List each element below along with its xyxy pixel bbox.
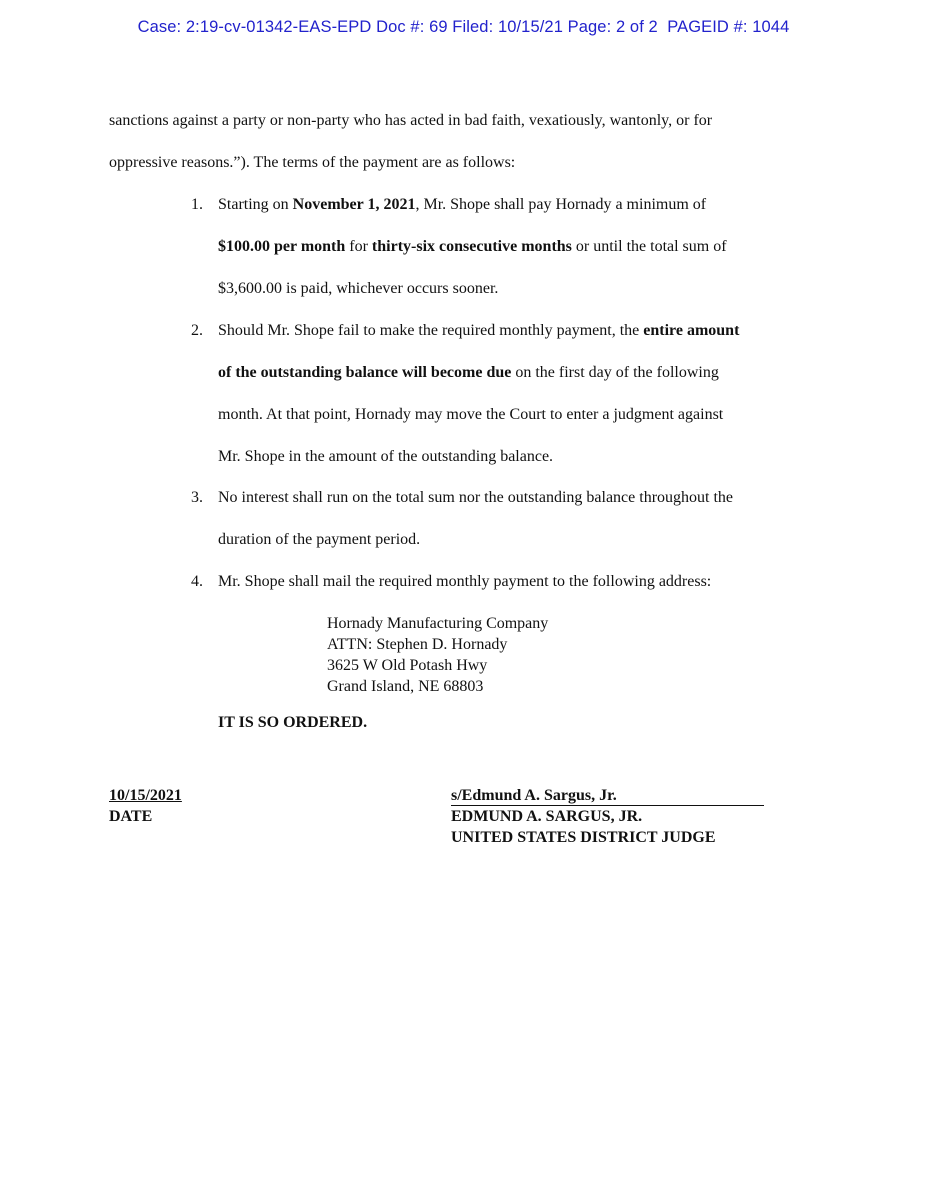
date-label: DATE (109, 808, 153, 825)
date-value: 10/15/2021 (109, 787, 182, 804)
list-item-number: 3. (191, 489, 203, 506)
list-item-line: $3,600.00 is paid, whichever occurs sooner. (218, 280, 499, 297)
list-item-number: 1. (191, 196, 203, 213)
address-line: Grand Island, NE 68803 (327, 678, 484, 695)
list-item-number: 4. (191, 573, 203, 590)
judge-signature-block (451, 785, 764, 848)
list-item-number: 2. (191, 322, 203, 339)
judge-name: EDMUND A. SARGUS, JR. (451, 808, 643, 825)
date-block (109, 785, 182, 827)
order-statement: IT IS SO ORDERED. (218, 714, 368, 731)
bold-duration: thirty-six consecutive months (371, 238, 572, 255)
mailing-address (327, 613, 548, 697)
list-item-line: $100.00 per month for thirty-six consecutive months or until the total sum of (218, 238, 727, 255)
bold-amount: $100.00 per month (218, 238, 346, 255)
judge-title: UNITED STATES DISTRICT JUDGE (451, 829, 716, 846)
intro-line-1: sanctions against a party or non-party who has acted in bad faith, vexatiously, wantonly, or for (109, 112, 713, 129)
signature-line (451, 786, 764, 806)
bold-date: November 1, 2021 (292, 196, 416, 213)
list-item-line: No interest shall run on the total sum nor the outstanding balance throughout the (218, 489, 734, 506)
intro-line-2: oppressive reasons.”). The terms of the payment are as follows: (109, 154, 516, 171)
list-item-line: Should Mr. Shope fail to make the required monthly payment, the entire amount (218, 322, 740, 339)
address-line: Hornady Manufacturing Company (327, 615, 549, 632)
list-item-line: Starting on November 1, 2021, Mr. Shope shall pay Hornady a minimum of (218, 196, 707, 213)
case-header-stamp: Case: 2:19-cv-01342-EAS-EPD Doc #: 69 Filed: 10/15/21 Page: 2 of 2 PAGEID #: 1044 (137, 18, 790, 36)
list-item-line: month. At that point, Hornady may move the Court to enter a judgment against (218, 406, 724, 423)
list-item-line: of the outstanding balance will become due on the first day of the following (218, 364, 719, 381)
address-line: 3625 W Old Potash Hwy (327, 657, 488, 674)
list-item-line: Mr. Shope shall mail the required monthly payment to the following address: (218, 573, 712, 590)
bold-text: entire amount (643, 322, 740, 339)
list-item-line: duration of the payment period. (218, 531, 421, 548)
list-item-line: Mr. Shope in the amount of the outstanding balance. (218, 448, 554, 465)
e-signature: s/Edmund A. Sargus, Jr. (451, 787, 617, 804)
address-line: ATTN: Stephen D. Hornady (327, 636, 508, 653)
bold-text: of the outstanding balance will become due (218, 364, 512, 381)
